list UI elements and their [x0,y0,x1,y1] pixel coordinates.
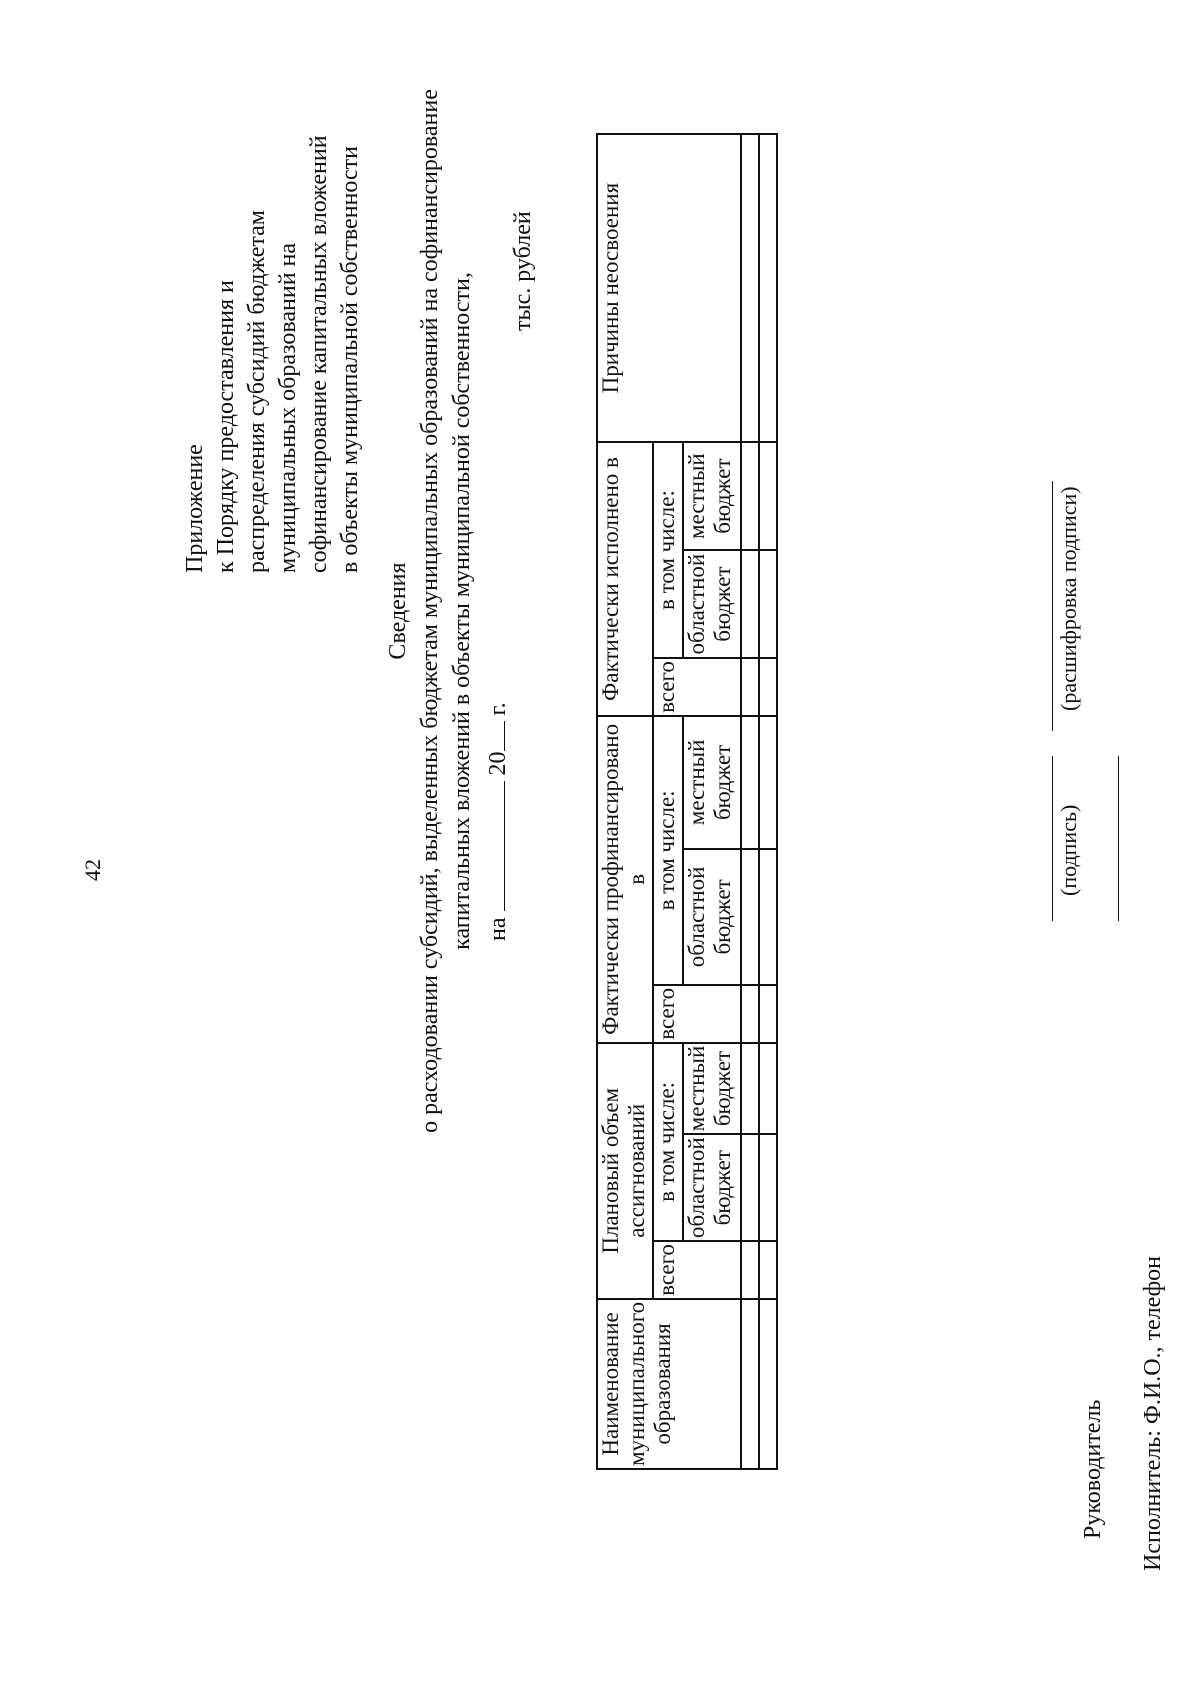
report-table [596,133,778,1470]
header-including: в том числе: [653,716,683,985]
table-cell[interactable] [759,1241,777,1299]
table-cell[interactable] [759,985,777,1043]
appendix-reference [180,135,366,573]
table-row [741,134,759,1469]
header-including: в том числе: [653,442,683,658]
header-local-budget: местный бюджет [683,1043,741,1135]
executor-line [1118,756,1119,921]
table-cell[interactable] [741,658,759,716]
header-total: всего [653,985,741,1043]
table-cell[interactable] [741,1241,759,1299]
date-year-blank [482,722,505,752]
table-cell[interactable] [759,1134,777,1241]
header-regional-budget: областной бюджет [683,1134,741,1241]
header-regional-budget: областной бюджет [683,550,741,658]
signature-line [1052,756,1053,921]
table-cell[interactable] [759,134,777,442]
table-cell[interactable] [741,716,759,849]
header-local-budget: местный бюджет [683,442,741,550]
header-local-budget: местный бюджет [683,716,741,849]
header-regional-budget: областной бюджет [683,849,741,985]
appendix-line: распределения субсидий бюджетам [244,210,270,573]
table-cell[interactable] [759,1299,777,1469]
header-total: всего [653,658,741,716]
table-cell[interactable] [741,134,759,442]
table-cell[interactable] [759,1043,777,1135]
date-suffix: г. [485,702,511,716]
signature-caption: (подпись) [1056,804,1081,896]
date-prefix: на [485,917,511,941]
table-cell[interactable] [759,442,777,550]
title-heading: Сведения [385,562,411,660]
table-cell[interactable] [759,550,777,658]
table-cell[interactable] [759,849,777,985]
table-cell[interactable] [741,1299,759,1469]
decryption-caption: (расшифровка подписи) [1056,486,1081,711]
appendix-line: Приложение [182,444,208,573]
report-date-line [482,702,512,941]
appendix-line: в объекты муниципальной собственности [337,146,363,573]
page-number: 42 [80,859,105,881]
title-line: о расходовании субсидий, выделенных бюджетам муниципальных образований на софинансирование [417,89,443,1133]
header-total: всего [653,1241,741,1299]
header-cofinanced: Фактически профинансировано в [597,716,653,1043]
table-cell[interactable] [741,849,759,985]
appendix-line: к Порядку предоставления и [213,280,239,573]
table-cell[interactable] [759,716,777,849]
appendix-line: софинансирование капитальных вложений [306,135,332,573]
header-reasons: Причины неосвоения [597,134,741,442]
table-row [759,134,777,1469]
units-label: тыс. рублей [510,211,536,331]
document-title [382,81,478,1141]
table-cell[interactable] [741,550,759,658]
header-including: в том числе: [653,1043,683,1241]
appendix-line: муниципальных образований на [275,242,301,573]
table-cell[interactable] [741,1043,759,1135]
header-municipality: Наименование муниципального образования [597,1299,741,1469]
title-line: капитальных вложений в объекты муниципальной собственности, [449,272,475,950]
executor-label: Исполнитель: Ф.И.О., телефон [1140,1256,1166,1571]
date-year: 20 [485,751,511,776]
table-cell[interactable] [741,985,759,1043]
header-executed: Фактически исполнено в [597,442,653,716]
date-day-blank [482,782,505,912]
table-cell[interactable] [741,442,759,550]
decryption-line [1052,481,1053,731]
table-cell[interactable] [741,1134,759,1241]
table-cell[interactable] [759,658,777,716]
header-planned: Плановый объем ассигнований [597,1043,653,1299]
head-label: Руководитель [1080,1399,1106,1539]
